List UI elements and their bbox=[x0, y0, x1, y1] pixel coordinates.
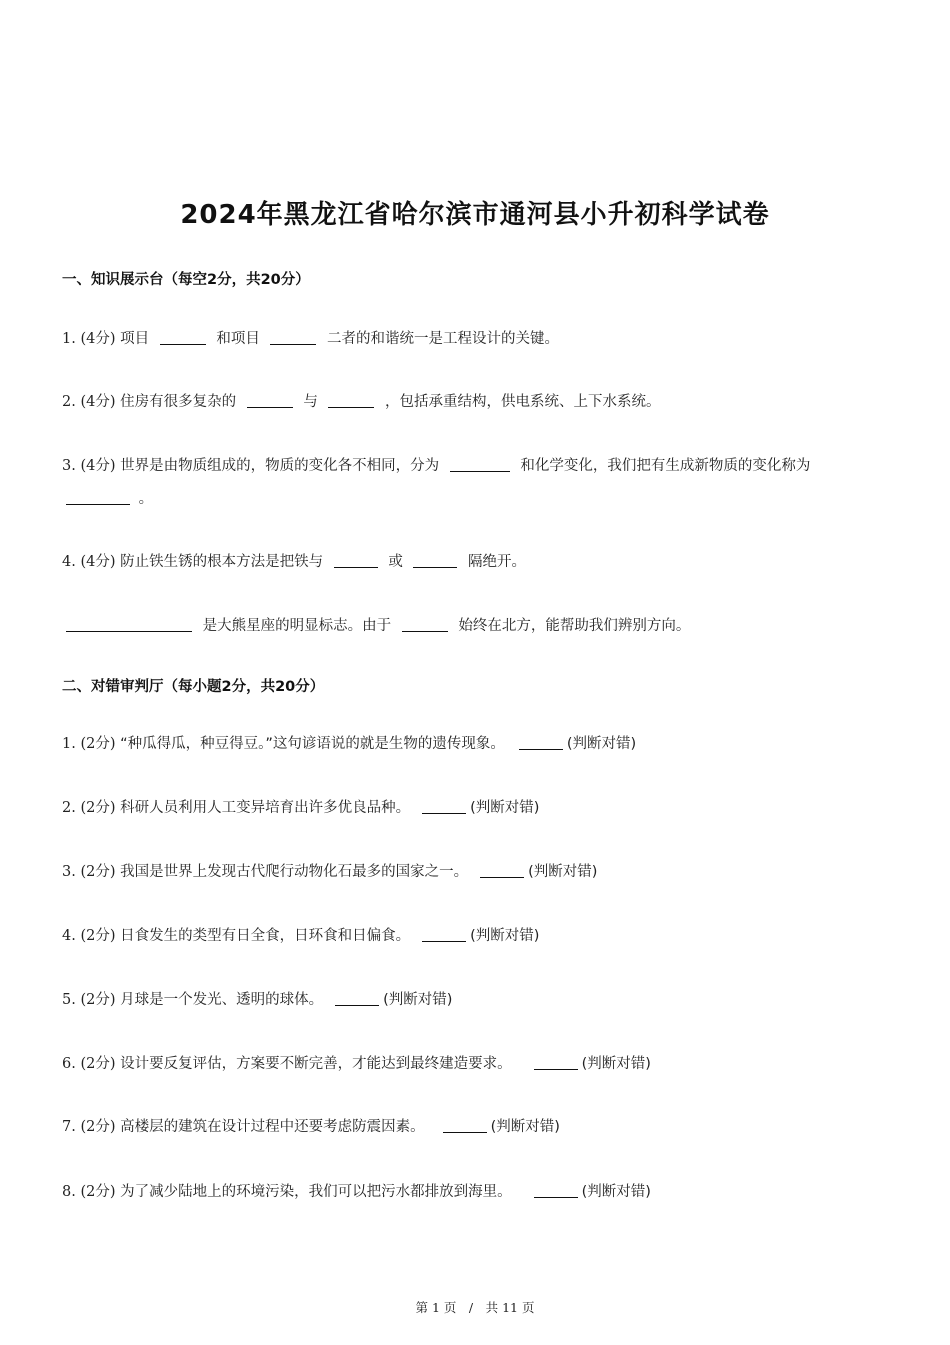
question-text: 二者的和谐统一是工程设计的关键。 bbox=[327, 331, 560, 347]
question-text: 设计要反复评估，方案要不断完善，才能达到最终建造要求。 bbox=[120, 1056, 512, 1072]
question-text: 隔绝开。 bbox=[468, 554, 527, 570]
answer-blank[interactable] bbox=[480, 863, 524, 878]
question-score: (2分) bbox=[80, 992, 116, 1008]
question-1-2 bbox=[62, 390, 661, 411]
question-number: 4. bbox=[62, 928, 76, 944]
judge-label: (判断对错) bbox=[528, 864, 598, 880]
question-1-5 bbox=[62, 614, 690, 635]
question-text: 世界是由物质组成的，物质的变化各不相同，分为 bbox=[120, 458, 440, 474]
page-title: 2024年黑龙江省哈尔滨市通河县小升初科学试卷 bbox=[180, 200, 770, 230]
answer-blank[interactable] bbox=[443, 1118, 487, 1133]
answer-blank[interactable] bbox=[519, 735, 563, 750]
question-text: 是大熊星座的明显标志。由于 bbox=[202, 618, 392, 634]
judge-label: (判断对错) bbox=[566, 736, 637, 752]
question-1-3-continued bbox=[62, 487, 153, 508]
answer-blank[interactable] bbox=[402, 617, 448, 632]
question-score: (2分) bbox=[80, 928, 116, 944]
question-score: (4分) bbox=[80, 331, 116, 347]
judge-label: (判断对错) bbox=[470, 800, 540, 816]
answer-blank[interactable] bbox=[422, 799, 466, 814]
judge-question-2 bbox=[62, 796, 539, 817]
answer-blank[interactable] bbox=[66, 490, 130, 505]
question-score: (2分) bbox=[80, 1056, 116, 1072]
question-number: 7. bbox=[62, 1119, 76, 1135]
question-text: 始终在北方，能帮助我们辨别方向。 bbox=[458, 618, 691, 634]
question-number: 3. bbox=[62, 458, 76, 474]
question-number: 1. bbox=[62, 736, 76, 752]
question-number: 2. bbox=[62, 394, 76, 410]
question-number: 1. bbox=[62, 331, 76, 347]
question-text: 项目 bbox=[120, 331, 150, 347]
question-text: 为了减少陆地上的环境污染，我们可以把污水都排放到海里。 bbox=[120, 1184, 512, 1200]
question-number: 8. bbox=[62, 1184, 76, 1200]
question-text: 月球是一个发光、透明的球体。 bbox=[120, 992, 324, 1008]
answer-blank[interactable] bbox=[160, 330, 206, 345]
question-1-4 bbox=[62, 550, 526, 571]
question-score: (2分) bbox=[80, 736, 116, 752]
question-score: (4分) bbox=[80, 554, 116, 570]
question-text: 防止铁生锈的根本方法是把铁与 bbox=[120, 554, 324, 570]
judge-label: (判断对错) bbox=[490, 1119, 560, 1135]
question-score: (4分) bbox=[80, 394, 116, 410]
judge-question-5 bbox=[62, 988, 452, 1009]
page-footer: 第 1 页 / 共 11 页 bbox=[415, 1300, 535, 1315]
judge-question-8 bbox=[62, 1180, 651, 1201]
answer-blank[interactable] bbox=[534, 1055, 578, 1070]
question-text: 或 bbox=[388, 554, 403, 570]
answer-blank[interactable] bbox=[328, 393, 374, 408]
question-text: “种瓜得瓜，种豆得豆。”这句谚语说的就是生物的遗传现象。 bbox=[120, 736, 505, 752]
question-score: (2分) bbox=[80, 800, 116, 816]
question-text: 和化学变化，我们把有生成新物质的变化称为 bbox=[520, 458, 811, 474]
section-2-heading: 二、对错审判厅（每小题2分，共20分） bbox=[62, 679, 325, 695]
judge-question-3 bbox=[62, 860, 597, 881]
question-text: 。 bbox=[138, 491, 154, 507]
answer-blank[interactable] bbox=[450, 457, 510, 472]
question-number: 2. bbox=[62, 800, 76, 816]
judge-label: (判断对错) bbox=[383, 992, 453, 1008]
answer-blank[interactable] bbox=[335, 991, 379, 1006]
answer-blank[interactable] bbox=[247, 393, 293, 408]
question-number: 4. bbox=[62, 554, 76, 570]
question-1-3 bbox=[62, 454, 810, 475]
question-text: 高楼层的建筑在设计过程中还要考虑防震因素。 bbox=[120, 1119, 425, 1135]
judge-label: (判断对错) bbox=[470, 928, 540, 944]
question-text: 住房有很多复杂的 bbox=[120, 394, 237, 410]
answer-blank[interactable] bbox=[413, 553, 457, 568]
judge-question-4 bbox=[62, 924, 539, 945]
question-1-1 bbox=[62, 327, 559, 348]
answer-blank[interactable] bbox=[66, 617, 192, 632]
question-text: 日食发生的类型有日全食，日环食和日偏食。 bbox=[120, 928, 411, 944]
question-text: ，包括承重结构，供电系统、上下水系统。 bbox=[385, 394, 661, 410]
question-number: 5. bbox=[62, 992, 76, 1008]
question-number: 3. bbox=[62, 864, 76, 880]
question-score: (4分) bbox=[80, 458, 116, 474]
answer-blank[interactable] bbox=[334, 553, 378, 568]
question-score: (2分) bbox=[80, 864, 116, 880]
question-score: (2分) bbox=[80, 1119, 116, 1135]
question-text: 和项目 bbox=[216, 331, 260, 347]
question-score: (2分) bbox=[80, 1184, 116, 1200]
judge-question-1 bbox=[62, 732, 636, 753]
judge-question-7 bbox=[62, 1115, 560, 1136]
judge-label: (判断对错) bbox=[581, 1184, 651, 1200]
question-text: 科研人员利用人工变异培育出许多优良品种。 bbox=[120, 800, 411, 816]
question-text: 我国是世界上发现古代爬行动物化石最多的国家之一。 bbox=[120, 864, 469, 880]
question-text: 与 bbox=[303, 394, 318, 410]
answer-blank[interactable] bbox=[270, 330, 316, 345]
judge-label: (判断对错) bbox=[581, 1056, 651, 1072]
answer-blank[interactable] bbox=[534, 1183, 578, 1198]
answer-blank[interactable] bbox=[422, 927, 466, 942]
section-1-heading: 一、知识展示台（每空2分，共20分） bbox=[62, 272, 310, 288]
question-number: 6. bbox=[62, 1056, 76, 1072]
judge-question-6 bbox=[62, 1052, 651, 1073]
